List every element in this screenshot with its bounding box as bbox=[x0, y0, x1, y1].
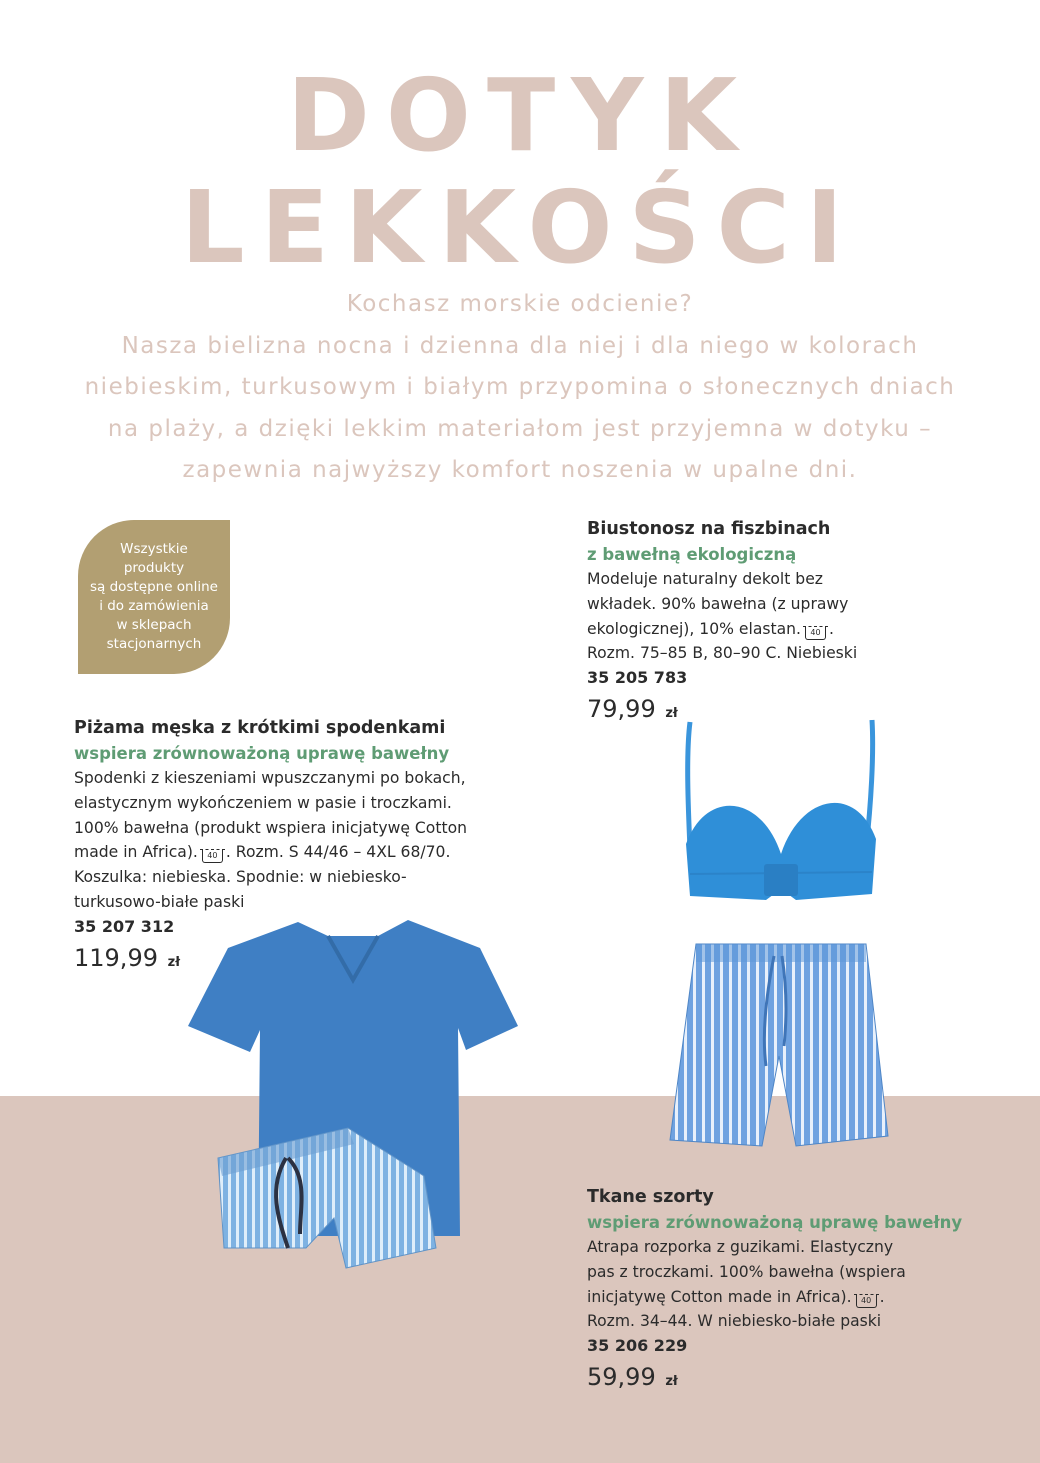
product-description bbox=[74, 766, 514, 915]
product-description bbox=[587, 1235, 1007, 1334]
product-bra bbox=[587, 517, 907, 727]
pajama-image bbox=[188, 918, 528, 1278]
price-value: 59,99 bbox=[587, 1362, 656, 1391]
intro-line: zapewnia najwyższy komfort noszenia w upalne dni. bbox=[182, 457, 858, 483]
price-currency: zł bbox=[665, 1373, 678, 1389]
intro-line: Nasza bielizna nocna i dzienna dla niej i dla niego w kolorach bbox=[121, 332, 919, 359]
intro-line: niebieskim, turkusowym i białym przypomina o słonecznych dniach bbox=[84, 374, 956, 400]
product-tag: wspiera zrównoważoną uprawę bawełny bbox=[74, 744, 450, 763]
intro-text bbox=[60, 284, 980, 492]
price-value: 119,99 bbox=[74, 943, 158, 972]
product-name: Piżama męska z krótkimi spodenkami bbox=[74, 718, 446, 738]
product-shorts bbox=[587, 1185, 1007, 1395]
description-part: . Rozm. 34–44. W niebiesko-białe paski bbox=[587, 1287, 885, 1331]
product-tag: z bawełną ekologiczną bbox=[587, 545, 797, 564]
intro-line: Kochasz morskie odcienie? bbox=[346, 291, 694, 317]
product-tag: wspiera zrównoważoną uprawę bawełny bbox=[587, 1213, 963, 1232]
availability-badge: Wszystkie produkty są dostępne online i do zamówienia w sklepach stacjonarnych bbox=[78, 520, 230, 674]
description-part: Spodenki z kieszeniami wpuszczanymi po bokach, elastycznym wykończeniem w pasie i troczkami. 100% bawełna (produkt wspiera inicjatywę Cotton made in Africa). bbox=[74, 769, 468, 862]
wash-40-icon: 40 bbox=[856, 1294, 877, 1308]
description-part: Atrapa rozporka z guzikami. Elastyczny pas z troczkami. 100% bawełna (wspiera inicjatywę Cotton made in Africa). bbox=[587, 1238, 906, 1306]
description-part: . Rozm. S 44/46 – 4XL 68/70. Koszulka: niebieska. Spodnie: w niebiesko- turkusowo-białe paski bbox=[74, 843, 451, 911]
shorts-image bbox=[666, 936, 892, 1156]
product-code: 35 206 229 bbox=[587, 1336, 688, 1356]
product-name: Biustonosz na fiszbinach bbox=[587, 519, 831, 539]
product-price bbox=[587, 1362, 1007, 1395]
wash-40-icon: 40 bbox=[202, 849, 223, 863]
bra-image bbox=[676, 714, 886, 904]
headline-line-1: DOTYK bbox=[286, 57, 754, 174]
price-currency: zł bbox=[167, 954, 181, 970]
description-part: . Rozm. 75–85 B, 80–90 C. Niebieski bbox=[587, 619, 858, 663]
price-currency: zł bbox=[665, 705, 678, 721]
wash-40-icon: 40 bbox=[805, 626, 826, 640]
intro-line: na plaży, a dzięki lekkim materiałom jest przyjemna w dotyku – bbox=[107, 415, 933, 442]
headline-line-2: LEKKOŚCI bbox=[180, 169, 860, 286]
product-description bbox=[587, 567, 907, 666]
product-code: 35 207 312 bbox=[74, 916, 175, 936]
description-part: Modeluje naturalny dekolt bez wkładek. 90% bawełna (z uprawy ekologicznej), 10% elastan. bbox=[587, 570, 849, 638]
price-value: 79,99 bbox=[587, 694, 656, 723]
product-name: Tkane szorty bbox=[587, 1187, 714, 1207]
product-code: 35 205 783 bbox=[587, 668, 688, 688]
